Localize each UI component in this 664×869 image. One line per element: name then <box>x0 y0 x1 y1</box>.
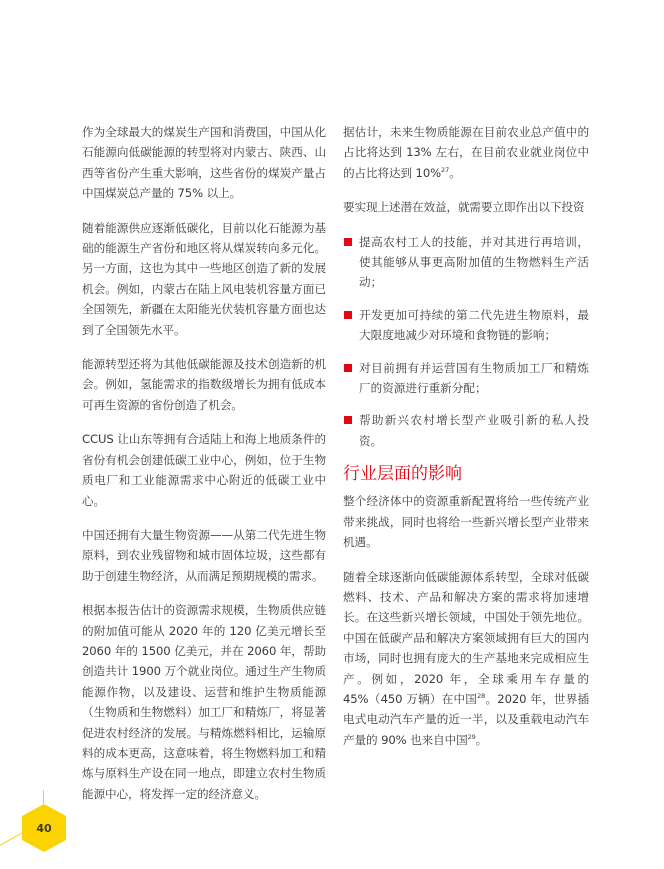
left-column <box>82 122 326 818</box>
list-item-text: 对目前拥有并运营国有生物质加工厂和精炼厂的资源进行重新分配； <box>359 360 589 396</box>
red-square-bullet-icon <box>344 311 352 319</box>
list-item-text: 帮助新兴农村增长型产业吸引新的私人投资。 <box>359 413 589 448</box>
paragraph-hydrogen: 能源转型还将为其他低碳能源及技术创造新的机会。例如，氢能需求的指数级增长为拥有低成本可再生资源的省份创造了机会。 <box>82 357 326 412</box>
red-square-bullet-icon <box>344 238 352 246</box>
list-item-text: 提高农村工人的技能，并对其进行再培训，使其能够从事更高附加值的生物燃料生产活动； <box>359 234 589 290</box>
decorative-line-diagonal <box>0 831 24 846</box>
paragraph-resource-reallocation: 整个经济体中的资源重新配置将给一些传统产业带来挑战，同时也将给一些新兴增长型产业带来机遇。 <box>343 494 589 550</box>
paragraph-biomass-value-chain: 根据本报告估计的资源需求规模，生物质供应链的附加值可能从 2020 年的 120 亿美元增长至 2060 年的 1500 亿美元，并在 2060 年，帮助创造共计 1900 万个就业岗位。通过生产生物质能源作物，以及建设、运营和维护生物质能源（生物质和生物燃料）加工厂和精炼厂，将显著促进农村经济的发展。与精炼燃料相比，运输原料的成本更高，这意味着，将生物燃料加工和精炼与原料生产设在同一地点，即建立农村生物质能源中心，将发挥一定的经济意义。 <box>82 603 326 801</box>
list-item <box>343 305 589 346</box>
paragraph-ccus: CCUS 让山东等拥有合适陆上和海上地质条件的省份有机会创建低碳工业中心，例如，位于生物质电厂和工业能源需求中心附近的低碳工业中心。 <box>82 432 326 508</box>
footnote-ref-28: 28 <box>477 692 486 701</box>
red-square-bullet-icon <box>344 364 352 372</box>
decorative-line-vertical <box>43 790 44 804</box>
paragraph-investment-lead-in: 要实现上述潜在效益，就需要立即作出以下投资 <box>343 200 585 215</box>
leadership-text-c: 。 <box>475 732 488 747</box>
right-column <box>343 122 589 764</box>
list-item <box>343 358 589 399</box>
estimate-end: 。 <box>449 165 461 180</box>
leadership-text-a: 随着全球逐渐向低碳能源体系转型，全球对低碳燃料、技术、产品和解决方案的需求将加速增长。在这些新兴增长领域，中国处于领先地位。中国在低碳产品和解决方案领域拥有巨大的国内市场，同时也拥有庞大的生产基地来完成相应生产。例如，2020 年，全球乘用车存量的 45%（450 万辆）在中国 <box>343 569 589 706</box>
footnote-ref-27: 27 <box>441 165 450 174</box>
paragraph-bio-resources: 中国还拥有大量生物资源——从第二代先进生物原料，到农业残留物和城市固体垃圾，这些都有助于创建生物经济，从而满足预期规模的需求。 <box>82 527 326 583</box>
footnote-ref-29: 29 <box>467 732 476 741</box>
paragraph-bioenergy-estimate <box>343 122 589 183</box>
paragraph-china-leadership <box>343 567 589 751</box>
leadership-text-b: 。2020 年，世界插电式电动汽车产量的近一半，以及重载电动汽车产量的 90% 也来自中国 <box>343 691 589 747</box>
list-item <box>343 232 589 293</box>
paragraph-diversification: 随着能源供应逐渐低碳化，目前以化石能源为基础的能源生产省份和地区将从煤炭转向多元化。另一方面，这也为其中一些地区创造了新的发展机会。例如，内蒙古在陆上风电装机容量方面已全国领先，新疆在太阳能光伏装机容量方面也达到了全国领先水平。 <box>82 220 326 337</box>
estimate-text: 据估计，未来生物质能源在目前农业总产值中的占比将达到 13% 左右，在目前农业就业岗位中的占比将达到 10% <box>343 125 589 180</box>
page-number: 40 <box>36 821 52 835</box>
list-item <box>343 410 589 451</box>
section-heading-industry-impact: 行业层面的影响 <box>343 464 462 485</box>
page-number-badge <box>22 804 66 852</box>
red-square-bullet-icon <box>344 416 352 424</box>
paragraph-coal-transition: 作为全球最大的煤炭生产国和消费国，中国从化石能源向低碳能源的转型将对内蒙古、陕西、山西等省份产生重大影响，这些省份的煤炭产量占中国煤炭总产量的 75% 以上。 <box>82 125 326 201</box>
list-item-text: 开发更加可持续的第二代先进生物原料，最大限度地减少对环境和食物链的影响； <box>359 307 589 343</box>
investment-list <box>343 232 589 452</box>
